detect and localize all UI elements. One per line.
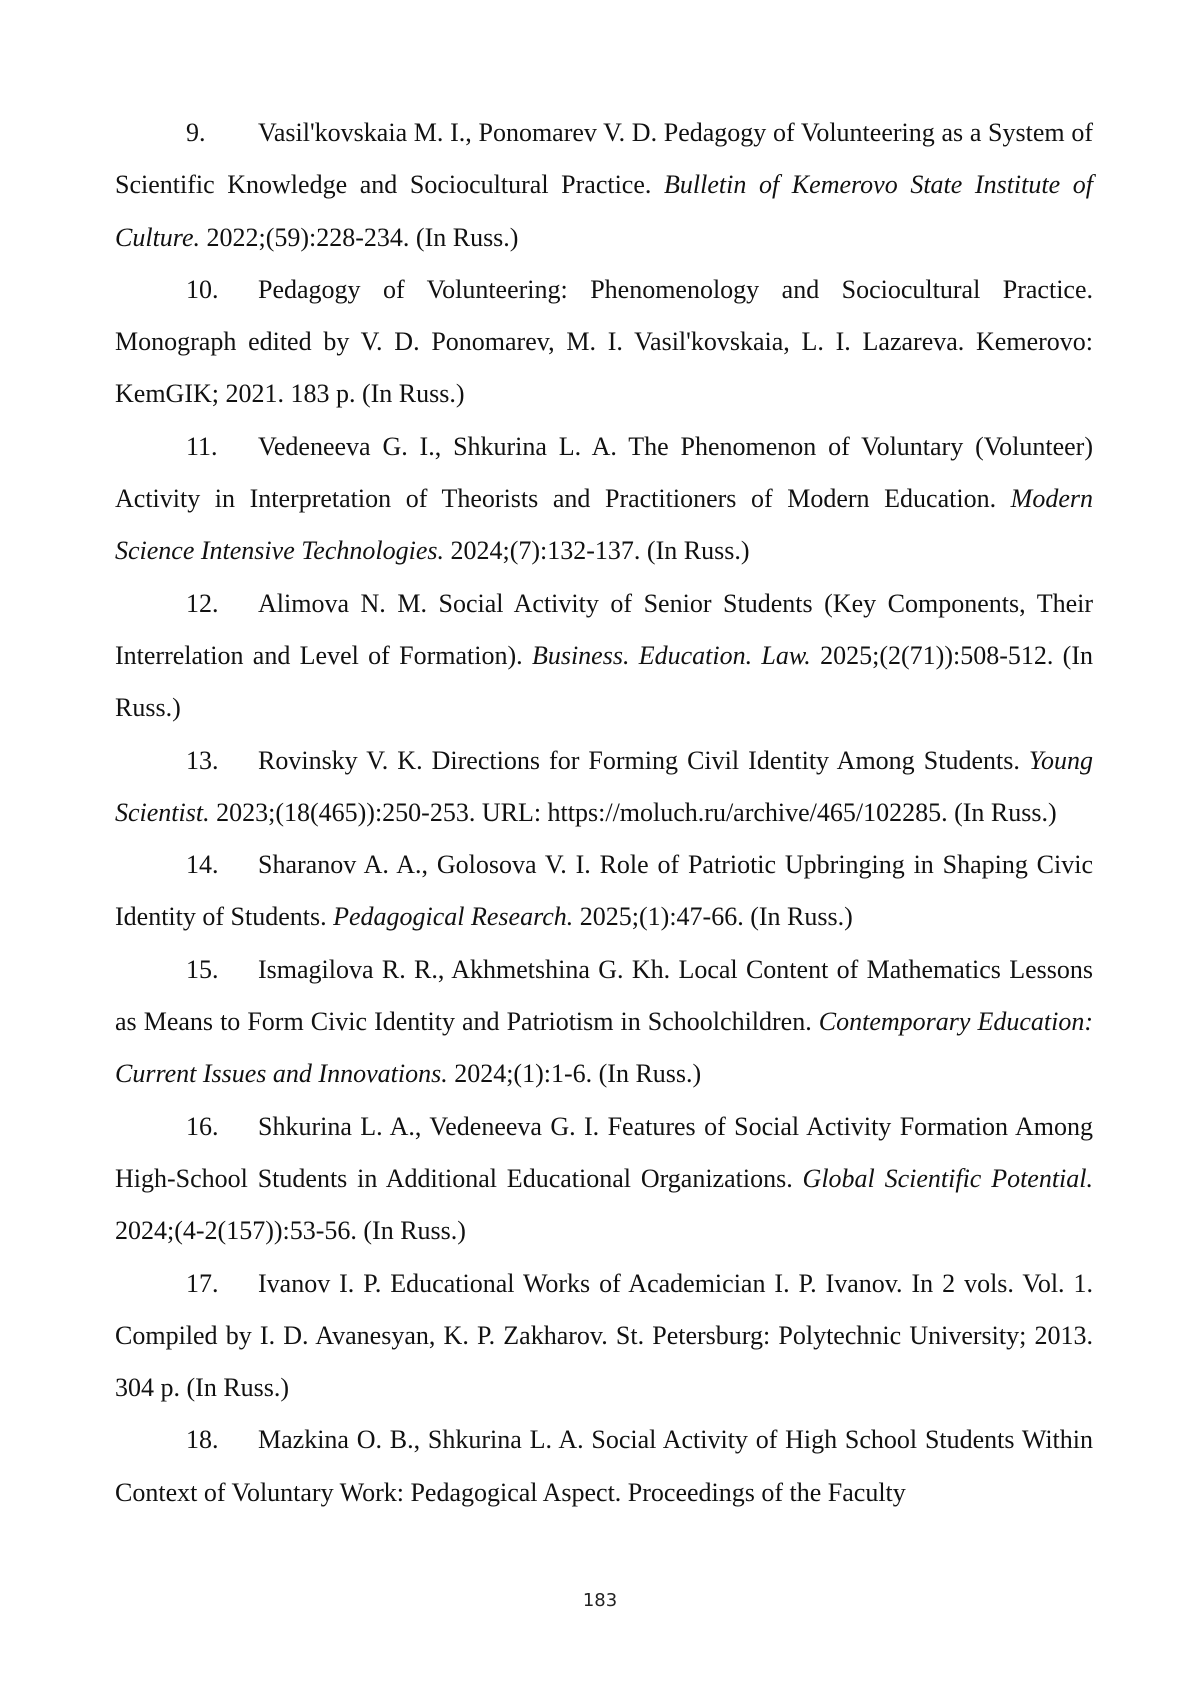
reference-details: 2024;(4-2(157)):53-56. (In Russ.) [115,1216,466,1246]
page-number: 183 [582,1590,618,1611]
reference-number: 11. [186,431,218,461]
reference-number: 10. [186,274,219,304]
reference-text: Ismagilova R. R., Akhmetshina G. Kh. Local Content of Mathematics Lessons as Means to Form Civic Identity and Patriotism in Schoolchildren. [115,954,1093,1037]
reference-number: 9. [186,118,206,147]
reference-text: Shkurina L. A., Vedeneeva G. I. Features of Social Activity Formation Among High-School Students in Additional Educational Organizations. [115,1111,1093,1193]
reference-text: Alimova N. M. Social Activity of Senior Students (Key Components, Their Interrelation and Level of Formation). [115,588,1093,670]
reference-item [115,264,1093,421]
reference-details: 2025;(2(71)):508-512. (In Russ.) [115,640,1093,723]
reference-text: Vasil'kovskaia M. I., Ponomarev V. D. Pedagogy of Volunteering as a System of Scientific Knowledge and Sociocultural Practice. [115,118,1093,200]
reference-number: 17. [186,1268,219,1298]
reference-text: Pedagogy of Volunteering: Phenomenology and Sociocultural Practice. Monograph edited by V. D. Ponomarev, M. I. Vasil'kovskaia, L. I. Lazareva. Kemerovo: KemGIK; 2021. 183 p. (In Russ.) [115,274,1093,409]
reference-text: Rovinsky V. K. Directions for Forming Civil Identity Among Students. [258,745,1029,775]
journal-title: Bulletin of Kemerovo State Institute of Culture. [115,170,1093,252]
reference-item [115,1414,1093,1519]
reference-item [115,1101,1093,1258]
reference-item [115,839,1093,944]
reference-item [115,1258,1093,1415]
journal-title: Modern Science Intensive Technologies. [115,484,1093,566]
journal-title: Contemporary Education: Current Issues and Innovations. [115,1007,1093,1089]
reference-number: 15. [186,954,219,984]
reference-text: Ivanov I. P. Educational Works of Academician I. P. Ivanov. In 2 vols. Vol. 1. Compiled by I. D. Avanesyan, K. P. Zakharov. St. Petersburg: Polytechnic University; 2013. 304 p. (In Russ.) [115,1268,1093,1403]
reference-number: 16. [186,1111,219,1141]
reference-text: Mazkina O. B., Shkurina L. A. Social Activity of High School Students Within Context of Voluntary Work: Pedagogical Aspect. Proceedings of the Faculty [115,1425,1093,1507]
journal-title: Pedagogical Research. [333,902,574,932]
reference-number: 13. [186,745,219,775]
reference-item [115,107,1093,264]
reference-list [115,107,1093,1519]
journal-title: Young Scientist. [115,745,1093,827]
reference-text: Vedeneeva G. I., Shkurina L. A. The Phenomenon of Voluntary (Volunteer) Activity in Interpretation of Theorists and Practitioners of Modern Education. [115,431,1093,514]
reference-text: Sharanov A. A., Golosova V. I. Role of Patriotic Upbringing in Shaping Civic Identity of Students. [115,850,1093,932]
reference-number: 18. [186,1425,219,1455]
journal-title: Global Scientific Potential. [802,1163,1094,1193]
reference-details: 2024;(1):1-6. (In Russ.) [447,1059,702,1089]
reference-details: 2022;(59):228-234. (In Russ.) [199,222,519,252]
reference-details: 2025;(1):47-66. (In Russ.) [573,902,853,932]
reference-item [115,421,1093,578]
reference-number: 12. [186,588,219,618]
reference-number: 14. [186,850,219,880]
reference-details: 2024;(7):132-137. (In Russ.) [444,536,750,566]
reference-item [115,578,1093,735]
reference-item [115,735,1093,840]
reference-details: 2023;(18(465)):250-253. URL: https://moluch.ru/archive/465/102285. (In Russ.) [209,797,1057,827]
reference-item [115,944,1093,1101]
journal-title: Business. Education. Law. [531,640,811,670]
